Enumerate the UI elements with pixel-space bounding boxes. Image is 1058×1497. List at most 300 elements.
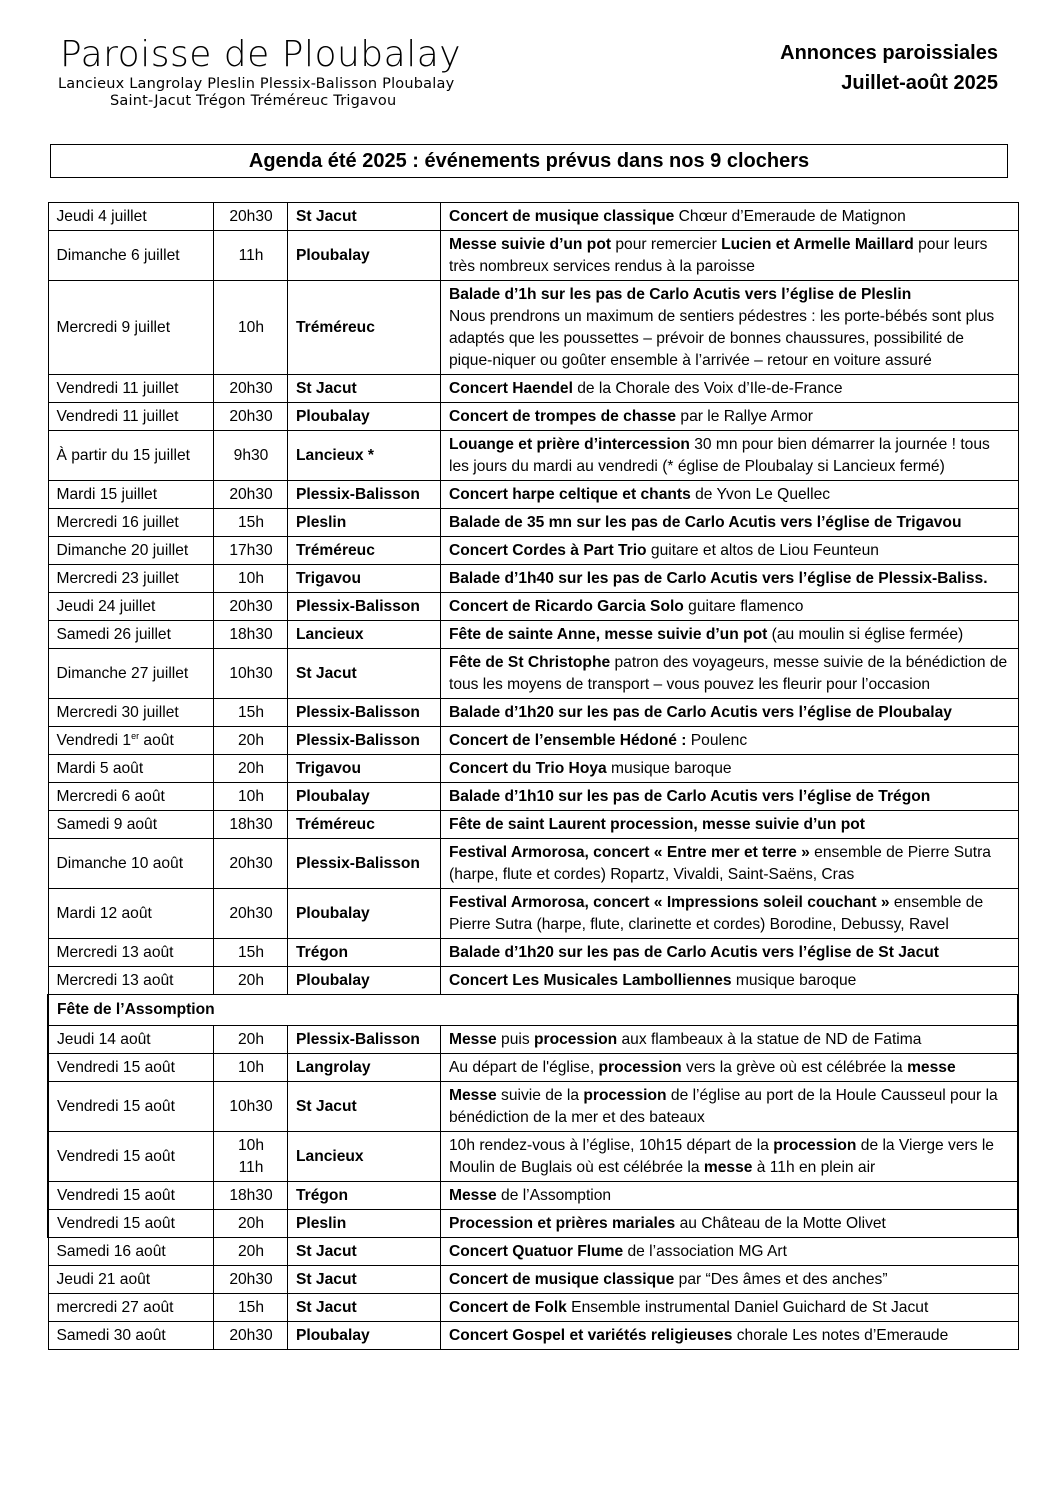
event-place: Lancieux: [288, 621, 441, 649]
event-date: [48, 839, 214, 889]
event-date-month: août: [139, 732, 174, 749]
description-bold: Balade d’1h20 sur les pas de Carlo Acutis vers l’église de St Jacut: [449, 944, 939, 961]
event-time: [214, 1210, 288, 1238]
description-text: Nous prendrons un maximum de sentiers pédestres : les porte-bébés sont plus adaptés que les poussettes – prévoir de bonnes chaussures, possibilité de pique-niquer ou goûter ensemble à l’arrivée – retour en voiture assuré: [449, 308, 995, 369]
description-text: Poulenc: [686, 732, 748, 749]
event-time-text: 10h: [237, 319, 265, 336]
description-text: chorale Les notes d’Emeraude: [732, 1327, 949, 1344]
description-text: par le Rallye Armor: [676, 408, 813, 425]
event-place: Tréméreuc: [288, 811, 441, 839]
agenda-row: [48, 537, 1018, 565]
event-description: [441, 1054, 1019, 1082]
event-description: [441, 509, 1019, 537]
event-date-text: Mercredi 13 août: [56, 944, 174, 961]
event-place: Plessix-Balisson: [288, 1026, 441, 1054]
event-time-text: 15h: [237, 514, 265, 531]
event-time: [214, 783, 288, 811]
event-time: [214, 1182, 288, 1210]
event-date: [48, 699, 214, 727]
description-text: 30 mn pour bien démarrer la journée ! tous les jours du mardi au vendredi (* église de Ploubalay si Lancieux fermé): [449, 436, 990, 475]
event-time-text: 20h30: [229, 380, 273, 397]
agenda-row: [48, 967, 1018, 995]
description-text: musique baroque: [731, 972, 857, 989]
description-text: de la Vierge vers le Moulin de Buglais où est célébrée la: [449, 1137, 994, 1176]
event-time: [214, 403, 288, 431]
description-bold: Balade de 35 mn sur les pas de Carlo Acutis vers l’église de Trigavou: [449, 514, 962, 531]
event-time-text: 11h: [238, 247, 264, 264]
event-time: [214, 727, 288, 755]
agenda-row: [48, 431, 1018, 481]
event-date: [48, 755, 214, 783]
event-time: [214, 811, 288, 839]
description-bold: Concert Quatuor Flume: [449, 1243, 624, 1260]
event-date: [48, 1210, 214, 1238]
event-place: Trégon: [288, 1182, 441, 1210]
event-time: [214, 839, 288, 889]
description-bold: Concert de trompes de chasse: [449, 408, 677, 425]
event-date: [48, 889, 214, 939]
description-text: pour remercier: [611, 236, 722, 253]
event-time-text: 20h30: [229, 208, 273, 225]
event-time-text: 20h30: [229, 598, 273, 615]
event-place: St Jacut: [288, 1238, 441, 1266]
event-date: [48, 1082, 214, 1132]
description-text: de l’Assomption: [496, 1187, 612, 1204]
description-text: Au départ de l'église,: [449, 1059, 599, 1076]
description-text: par “Des âmes et des anches”: [674, 1271, 888, 1288]
description-bold: Festival Armorosa, concert « Entre mer et terre »: [449, 844, 810, 861]
event-time: [214, 1322, 288, 1350]
event-date: [48, 481, 214, 509]
event-place: Tréméreuc: [288, 537, 441, 565]
agenda-row: [48, 231, 1018, 281]
event-date-text: mercredi 27 août: [56, 1299, 174, 1316]
event-date: [48, 621, 214, 649]
event-time-text: 20h: [237, 972, 265, 989]
description-text: Chœur d’Emeraude de Matignon: [674, 208, 906, 225]
description-bold: Messe: [449, 1031, 497, 1048]
description-bold: Fête de St Christophe: [449, 654, 611, 671]
event-place: Pleslin: [288, 1210, 441, 1238]
agenda-row: [48, 1266, 1018, 1294]
description-bold: Procession et prières mariales: [449, 1215, 676, 1232]
event-time: [214, 1054, 288, 1082]
agenda-row: [48, 811, 1018, 839]
description-text: ensemble de Pierre Sutra (harpe, flute, clarinette et cordes) Borodine, Debussy, Ravel: [449, 894, 984, 933]
agenda-row: [48, 403, 1018, 431]
event-description: [441, 593, 1019, 621]
event-date-text: Jeudi 21 août: [56, 1271, 151, 1288]
event-time-text: 10h: [237, 788, 265, 805]
event-place: Plessix-Balisson: [288, 593, 441, 621]
event-time-text: 18h30: [229, 1187, 273, 1204]
description-bold: messe: [907, 1059, 956, 1076]
event-time-text: 15h: [237, 944, 265, 961]
event-date-text: Vendredi 15 août: [57, 1187, 175, 1204]
event-date: [48, 375, 214, 403]
event-date-text: Dimanche 10 août: [56, 855, 184, 872]
event-date-text: Jeudi 4 juillet: [56, 208, 147, 225]
event-time: [214, 699, 288, 727]
description-text: à 11h en plein air: [752, 1159, 876, 1176]
event-date: [48, 565, 214, 593]
event-place: St Jacut: [288, 1266, 441, 1294]
event-description: [441, 783, 1019, 811]
event-time: [214, 649, 288, 699]
event-time-text: 17h30: [229, 542, 273, 559]
description-bold: Concert Cordes à Part Trio: [449, 542, 647, 559]
description-bold: Lucien et Armelle Maillard: [721, 236, 914, 253]
description-text: de la Chorale des Voix d’Ile-de-France: [572, 380, 843, 397]
event-description: [441, 967, 1019, 995]
description-text: suivie de la: [496, 1087, 584, 1104]
document-period: Juillet-août 2025: [841, 72, 998, 94]
event-date: [48, 537, 214, 565]
event-time-text: 20h30: [229, 1327, 273, 1344]
event-time-text: 10h30: [229, 1098, 273, 1115]
description-text: (au moulin si église fermée): [767, 626, 964, 643]
event-time: [214, 537, 288, 565]
agenda-row: [48, 1082, 1018, 1132]
agenda-row: [48, 375, 1018, 403]
event-description: [441, 203, 1019, 231]
description-bold: Balade d’1h20 sur les pas de Carlo Acutis vers l’église de Ploubalay: [449, 704, 952, 721]
event-time: [214, 1238, 288, 1266]
event-time: [214, 621, 288, 649]
event-time-text: 10h: [237, 570, 265, 587]
event-date-text: Mardi 5 août: [56, 760, 144, 777]
event-time: [214, 231, 288, 281]
description-text: guitare flamenco: [683, 598, 804, 615]
event-description: [441, 649, 1019, 699]
event-place: Trigavou: [288, 755, 441, 783]
agenda-row: [48, 621, 1018, 649]
agenda-row: [48, 699, 1018, 727]
description-text: ensemble de Pierre Sutra (harpe, flute et cordes) Ropartz, Vivaldi, Saint-Saëns, Cras: [449, 844, 991, 883]
event-date-text: Jeudi 14 août: [57, 1031, 151, 1048]
event-date: [48, 783, 214, 811]
event-place: Langrolay: [288, 1054, 441, 1082]
event-date: [48, 1238, 214, 1266]
event-time-text: 9h30: [233, 447, 269, 464]
agenda-row: [48, 1322, 1018, 1350]
event-date: [48, 403, 214, 431]
section-title: Fête de l’Assomption: [48, 995, 1018, 1026]
event-description: [441, 1322, 1019, 1350]
event-place: Ploubalay: [288, 403, 441, 431]
parish-title: Paroisse de Ploubalay: [60, 34, 462, 75]
description-bold: Louange et prière d’intercession: [449, 436, 690, 453]
event-description: [441, 1132, 1019, 1182]
parish-towns-line1: Lancieux Langrolay Pleslin Plessix-Balisson Ploubalay: [58, 76, 455, 92]
event-time: [214, 755, 288, 783]
event-date-text: Vendredi 15 août: [57, 1059, 175, 1076]
event-time-text: 20h: [237, 732, 265, 749]
event-place: St Jacut: [288, 203, 441, 231]
description-text: patron des voyageurs, messe suivie de la bénédiction de tous les moyens de transport – vous pouvez les fleurir pour l’occasion: [449, 654, 1008, 693]
event-time: [214, 939, 288, 967]
description-bold: Messe: [449, 1087, 497, 1104]
event-place: St Jacut: [288, 1294, 441, 1322]
agenda-row: [48, 727, 1018, 755]
agenda-row: [48, 1294, 1018, 1322]
event-description: [441, 939, 1019, 967]
event-time-text: 18h30: [229, 626, 273, 643]
event-date-text: Samedi 16 août: [56, 1243, 166, 1260]
event-time: [214, 565, 288, 593]
agenda-row: [48, 203, 1018, 231]
agenda-row: [48, 281, 1018, 375]
event-place: Plessix-Balisson: [288, 727, 441, 755]
event-time-text: 20h30: [229, 855, 273, 872]
agenda-row: [48, 1132, 1018, 1182]
event-date-text: Dimanche 6 juillet: [56, 247, 180, 264]
event-place: Plessix-Balisson: [288, 699, 441, 727]
event-description: [441, 1026, 1019, 1054]
event-time-text: 20h30: [229, 486, 273, 503]
event-place: Trigavou: [288, 565, 441, 593]
event-time-text: 20h: [237, 1031, 265, 1048]
event-time-text: 18h30: [229, 816, 273, 833]
event-date: [48, 727, 214, 755]
event-time: [214, 1082, 288, 1132]
description-text: pour leurs très nombreux services rendus à la paroisse: [449, 236, 988, 275]
event-date-text: Mercredi 16 juillet: [56, 514, 179, 531]
event-date: [48, 967, 214, 995]
event-description: [441, 699, 1019, 727]
event-place: Pleslin: [288, 509, 441, 537]
event-description: [441, 403, 1019, 431]
agenda-row: [48, 1054, 1018, 1082]
event-time-text: 10h: [237, 1059, 265, 1076]
event-date-text: Mardi 12 août: [56, 905, 152, 922]
description-text: Ensemble instrumental Daniel Guichard de St Jacut: [566, 1299, 929, 1316]
event-description: [441, 727, 1019, 755]
description-text: guitare et altos de Liou Feunteun: [646, 542, 879, 559]
description-bold: Concert de Folk: [449, 1299, 567, 1316]
description-text: au Château de la Motte Olivet: [675, 1215, 886, 1232]
event-time-text: 10h30: [229, 665, 273, 682]
event-date: [48, 939, 214, 967]
agenda-row: [48, 509, 1018, 537]
description-bold: Concert Gospel et variétés religieuses: [449, 1327, 733, 1344]
event-date-text: Samedi 9 août: [56, 816, 158, 833]
event-date-text: Mercredi 13 août: [56, 972, 174, 989]
agenda-row: [48, 1182, 1018, 1210]
event-date-text: Dimanche 27 juillet: [56, 665, 189, 682]
event-date: [48, 509, 214, 537]
event-place: Tréméreuc: [288, 281, 441, 375]
description-bold: Concert Les Musicales Lambolliennes: [449, 972, 732, 989]
event-time: [214, 281, 288, 375]
event-date-text: Vendredi 15 août: [57, 1098, 175, 1115]
agenda-row: [48, 565, 1018, 593]
description-bold: Concert Haendel: [449, 380, 573, 397]
agenda-row: [48, 593, 1018, 621]
event-time: [214, 889, 288, 939]
event-date: [48, 281, 214, 375]
event-time: [214, 1026, 288, 1054]
description-text: de l’église au port de la Houle Causseul pour la bénédiction de la mer et des bateaux: [449, 1087, 998, 1126]
event-date: [48, 593, 214, 621]
description-bold: Fête de sainte Anne, messe suivie d’un pot: [449, 626, 768, 643]
description-text: de l’association MG Art: [623, 1243, 787, 1260]
event-place: Lancieux *: [288, 431, 441, 481]
event-place: St Jacut: [288, 649, 441, 699]
event-date-suffix: er: [131, 730, 140, 741]
event-place: Ploubalay: [288, 889, 441, 939]
description-bold: Balade d’1h40 sur les pas de Carlo Acutis vers l’église de Plessix-Baliss.: [449, 570, 988, 587]
event-date: [48, 1054, 214, 1082]
event-date-text: Mardi 15 juillet: [56, 486, 158, 503]
event-date-text: Samedi 26 juillet: [56, 626, 171, 643]
event-date-text: Vendredi 11 juillet: [56, 408, 179, 425]
event-time-text: 20h: [237, 1215, 265, 1232]
event-description: [441, 811, 1019, 839]
description-text: vers la grève où est célébrée la: [681, 1059, 908, 1076]
event-description: [441, 1182, 1019, 1210]
event-time-text: 20h: [237, 1243, 265, 1260]
agenda-row: [48, 839, 1018, 889]
description-bold: Festival Armorosa, concert « Impressions soleil couchant »: [449, 894, 890, 911]
agenda-row: [48, 1238, 1018, 1266]
event-description: [441, 621, 1019, 649]
event-date: [48, 1026, 214, 1054]
description-bold: Balade d’1h10 sur les pas de Carlo Acutis vers l’église de Trégon: [449, 788, 931, 805]
event-place: Ploubalay: [288, 967, 441, 995]
event-time-text: 20h30: [229, 408, 273, 425]
event-date-text: Mercredi 23 juillet: [56, 570, 179, 587]
description-bold: Concert harpe celtique et chants: [449, 486, 691, 503]
event-date: [48, 1132, 214, 1182]
event-place: Ploubalay: [288, 783, 441, 811]
agenda-table: [47, 202, 1019, 1350]
event-place: St Jacut: [288, 1082, 441, 1132]
event-time: [214, 967, 288, 995]
agenda-row: [48, 783, 1018, 811]
description-bold: procession: [533, 1031, 618, 1048]
event-date-text: À partir du 15 juillet: [56, 447, 190, 464]
description-text: de Yvon Le Quellec: [690, 486, 831, 503]
event-place: Plessix-Balisson: [288, 481, 441, 509]
description-bold: Concert de l’ensemble Hédoné :: [449, 732, 687, 749]
event-place: Plessix-Balisson: [288, 839, 441, 889]
event-time-text: 10h: [237, 1137, 265, 1154]
event-date: [48, 231, 214, 281]
event-date: [48, 811, 214, 839]
event-description: [441, 1266, 1019, 1294]
event-time-text-2: 11h: [238, 1159, 264, 1176]
event-time: [214, 593, 288, 621]
agenda-row: [48, 889, 1018, 939]
description-bold: Concert de musique classique: [449, 1271, 675, 1288]
description-bold: Messe suivie d’un pot: [449, 236, 612, 253]
agenda-row: [48, 481, 1018, 509]
agenda-row: [48, 1210, 1018, 1238]
event-time: [214, 481, 288, 509]
event-description: [441, 1238, 1019, 1266]
event-description: [441, 565, 1019, 593]
event-time: [214, 375, 288, 403]
description-bold: Concert du Trio Hoya: [449, 760, 607, 777]
event-description: [441, 1210, 1019, 1238]
event-time: [214, 1266, 288, 1294]
description-text: musique baroque: [606, 760, 732, 777]
event-place: Lancieux: [288, 1132, 441, 1182]
event-date-text: Vendredi 15 août: [57, 1215, 175, 1232]
event-date: [48, 1182, 214, 1210]
event-date: [48, 1322, 214, 1350]
event-date-text: Vendredi 11 juillet: [56, 380, 179, 397]
event-place: Ploubalay: [288, 231, 441, 281]
event-date: [48, 1294, 214, 1322]
description-bold: Balade d’1h sur les pas de Carlo Acutis vers l’église de Pleslin: [449, 286, 912, 303]
event-description: [441, 231, 1019, 281]
event-description: [441, 281, 1019, 375]
event-time-text: 20h30: [229, 905, 273, 922]
event-time-text: 20h: [237, 760, 265, 777]
event-place: Trégon: [288, 939, 441, 967]
event-time: [214, 431, 288, 481]
event-description: [441, 1082, 1019, 1132]
description-bold: procession: [583, 1087, 667, 1104]
event-date-text: Vendredi 1: [56, 732, 132, 749]
event-date-text: Mercredi 30 juillet: [56, 704, 179, 721]
event-date: [48, 649, 214, 699]
event-place: St Jacut: [288, 375, 441, 403]
description-bold: procession: [598, 1059, 682, 1076]
description-text: 10h rendez-vous à l’église, 10h15 départ de la: [449, 1137, 774, 1154]
event-time-text: 15h: [237, 1299, 265, 1316]
event-date-text: Samedi 30 août: [56, 1327, 166, 1344]
event-description: [441, 889, 1019, 939]
event-time-text: 20h30: [229, 1271, 273, 1288]
event-description: [441, 537, 1019, 565]
event-description: [441, 481, 1019, 509]
agenda-row: [48, 755, 1018, 783]
agenda-banner: Agenda été 2025 : événements prévus dans nos 9 clochers: [50, 144, 1008, 178]
event-date: [48, 1266, 214, 1294]
event-date: [48, 203, 214, 231]
agenda-table-body: [48, 203, 1018, 1350]
description-bold: Messe: [449, 1187, 497, 1204]
event-time-text: 15h: [237, 704, 265, 721]
event-place: Ploubalay: [288, 1322, 441, 1350]
event-date-text: Mercredi 6 août: [56, 788, 165, 805]
agenda-row: [48, 1026, 1018, 1054]
section-row: [48, 995, 1018, 1026]
event-time: [214, 203, 288, 231]
description-bold: Concert de musique classique: [449, 208, 675, 225]
document-title: Annonces paroissiales: [780, 42, 998, 64]
agenda-row: [48, 649, 1018, 699]
event-description: [441, 431, 1019, 481]
description-text: puis: [496, 1031, 534, 1048]
event-description: [441, 839, 1019, 889]
event-time: [214, 509, 288, 537]
description-text: aux flambeaux à la statue de ND de Fatima: [617, 1031, 922, 1048]
description-bold: messe: [703, 1159, 753, 1176]
description-bold: Fête de saint Laurent procession, messe suivie d’un pot: [449, 816, 865, 833]
event-date-text: Jeudi 24 juillet: [56, 598, 156, 615]
description-bold: procession: [773, 1137, 857, 1154]
parish-logo: [58, 34, 528, 110]
agenda-row: [48, 939, 1018, 967]
event-date: [48, 431, 214, 481]
event-time: [214, 1132, 288, 1182]
event-description: [441, 375, 1019, 403]
event-description: [441, 755, 1019, 783]
